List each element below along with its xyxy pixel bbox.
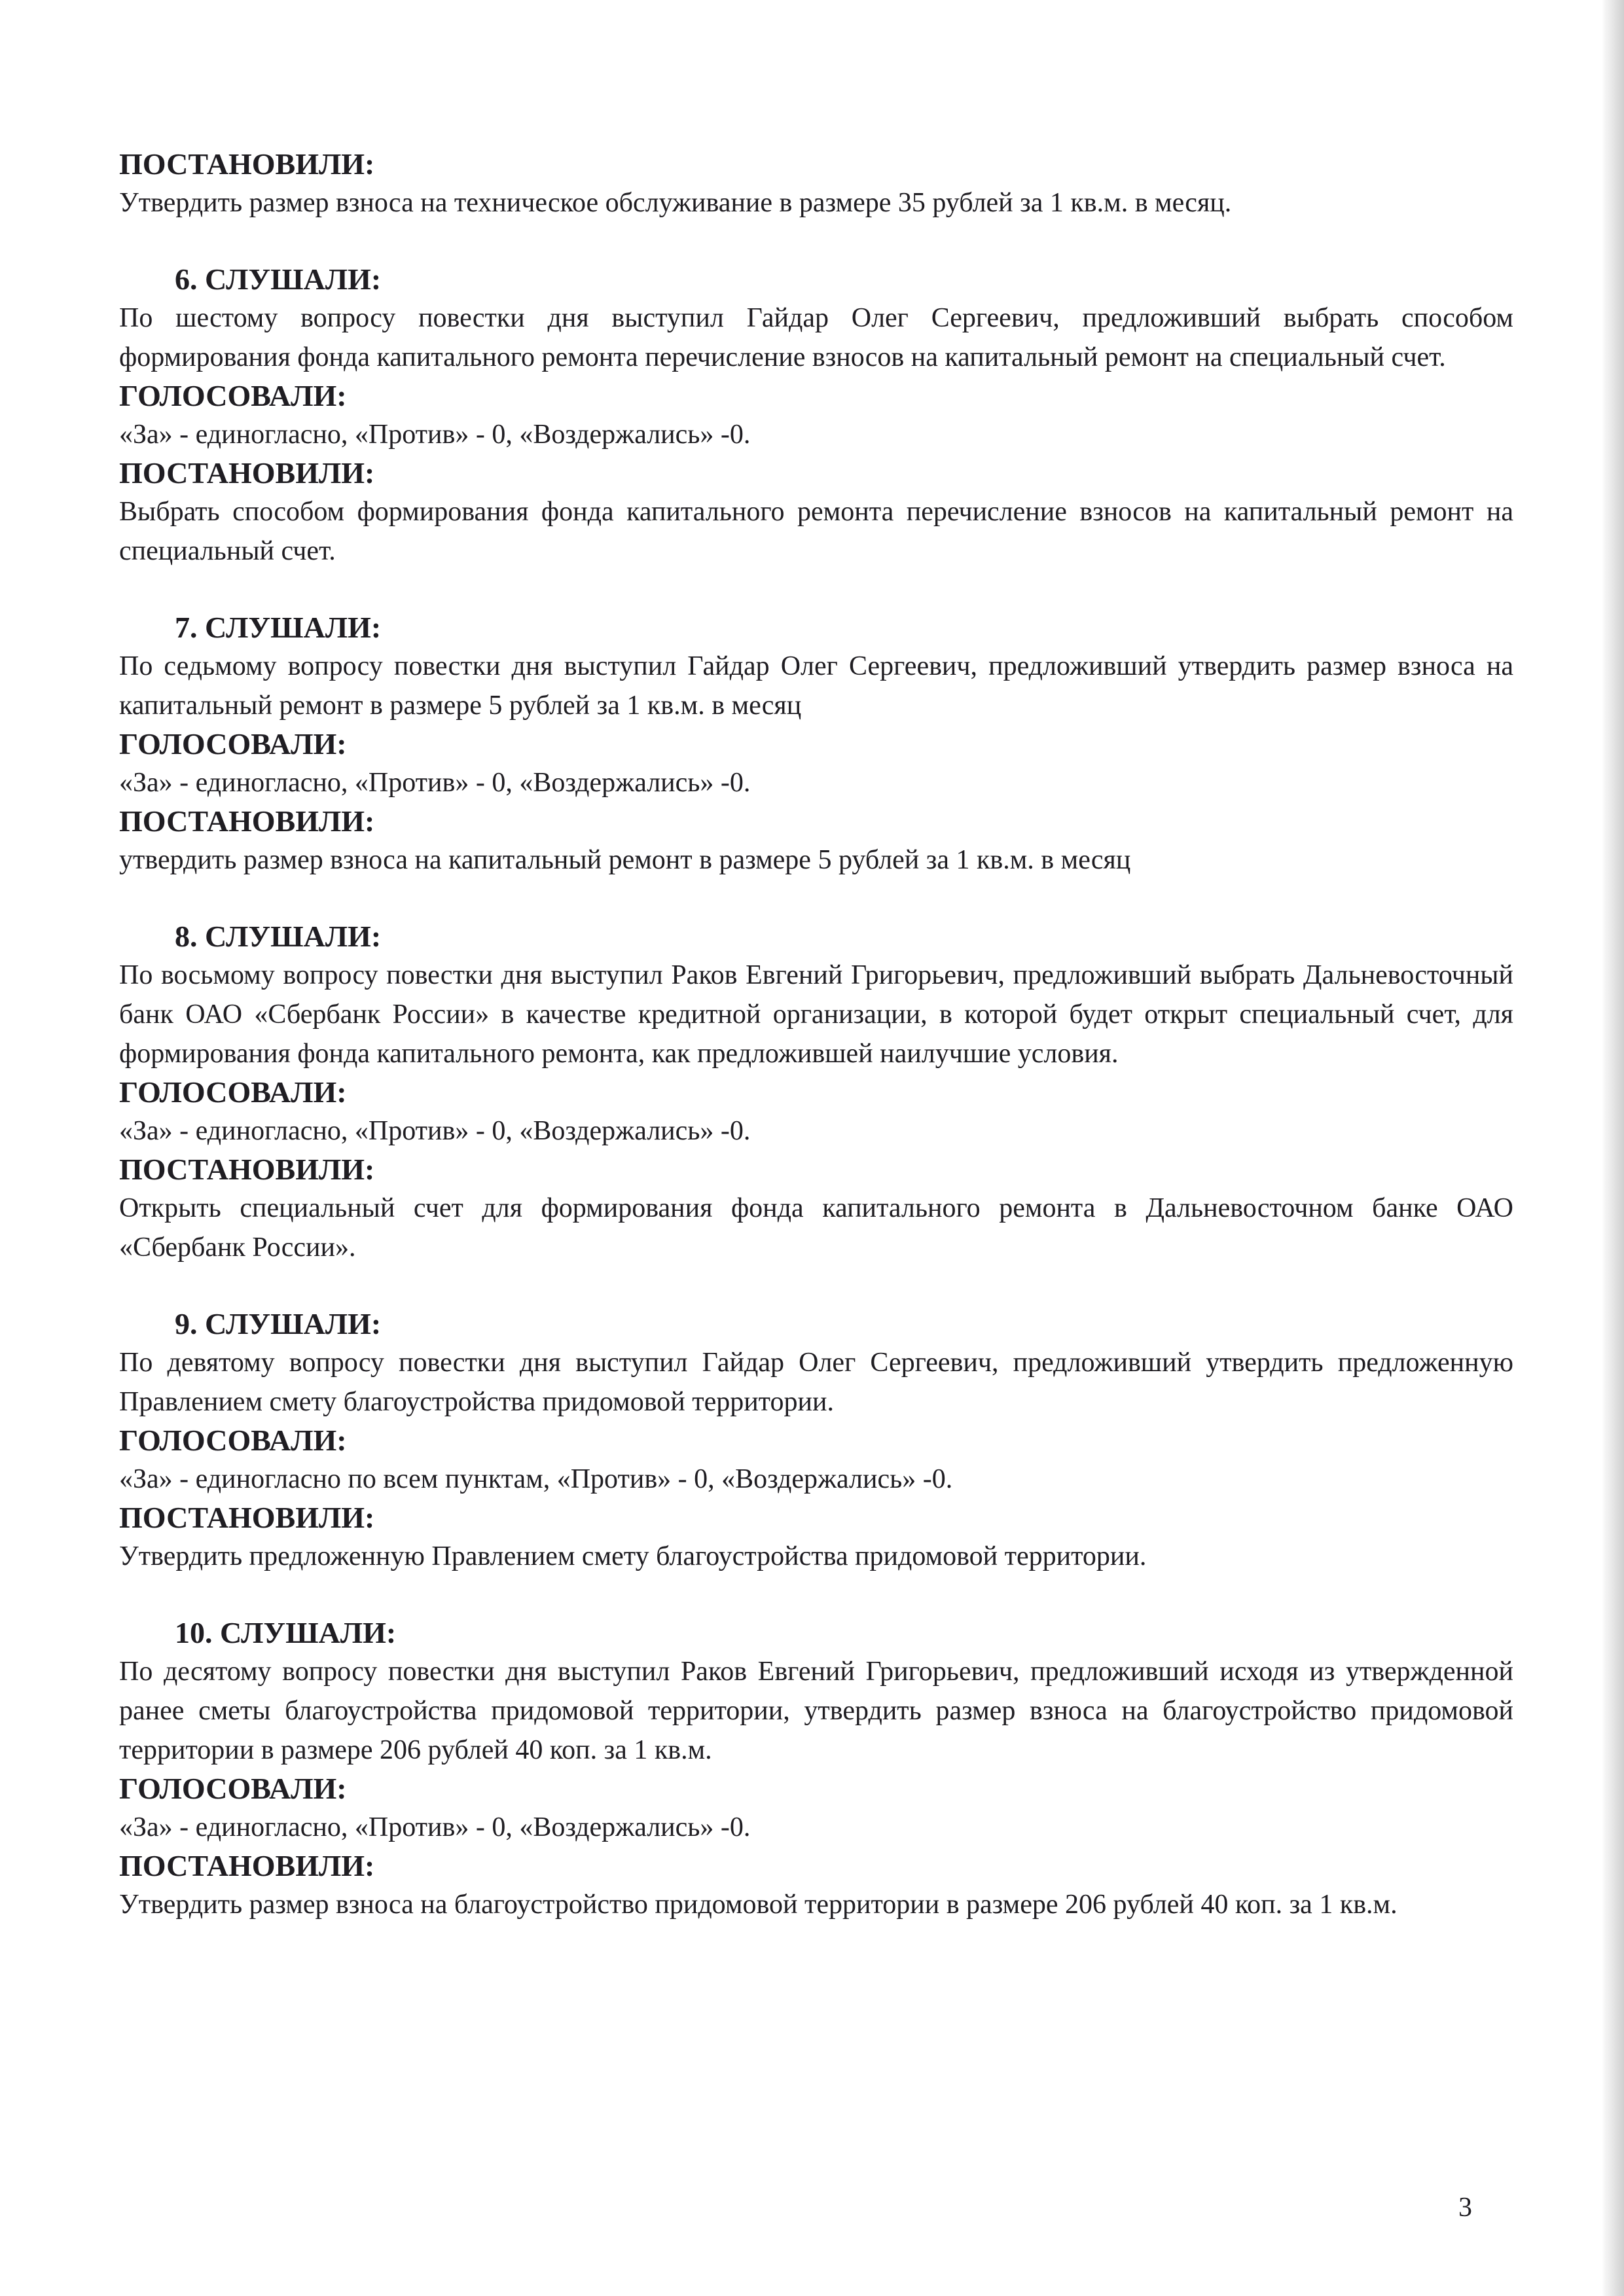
resolved-heading: ПОСТАНОВИЛИ: bbox=[119, 147, 375, 181]
page-number: 3 bbox=[1458, 2193, 1472, 2223]
resolved-text: Открыть специальный счет для формирования фонда капитального ремонта в Дальневосточном банке ОАО «Сбербанк России». bbox=[119, 1193, 1513, 1263]
resolved-text: Выбрать способом формирования фонда капитального ремонта перечисление взносов на капитальный ремонт на специальный счет. bbox=[119, 497, 1513, 566]
section-gap bbox=[119, 880, 1513, 918]
heard-heading: 6. СЛУШАЛИ: bbox=[175, 262, 382, 296]
heard-heading: 8. СЛУШАЛИ: bbox=[175, 920, 382, 953]
voted-text: «За» - единогласно, «Против» - 0, «Воздержались» -0. bbox=[119, 1812, 751, 1842]
voted-heading: ГОЛОСОВАЛИ: bbox=[119, 727, 347, 761]
agenda-item-6 bbox=[119, 260, 1513, 571]
resolved-heading: ПОСТАНОВИЛИ: bbox=[119, 1153, 375, 1186]
section-gap bbox=[119, 1267, 1513, 1305]
section-gap bbox=[119, 1576, 1513, 1614]
section-gap bbox=[119, 223, 1513, 260]
agenda-item-10 bbox=[119, 1614, 1513, 1924]
voted-text: «За» - единогласно, «Против» - 0, «Воздержались» -0. bbox=[119, 768, 751, 798]
document-body bbox=[119, 145, 1513, 1924]
voted-heading: ГОЛОСОВАЛИ: bbox=[119, 1075, 347, 1109]
page-edge bbox=[1607, 0, 1624, 2296]
voted-text: «За» - единогласно, «Против» - 0, «Воздержались» -0. bbox=[119, 420, 751, 450]
resolved-heading: ПОСТАНОВИЛИ: bbox=[119, 804, 375, 838]
heard-heading: 9. СЛУШАЛИ: bbox=[175, 1307, 382, 1340]
resolved-text: Утвердить предложенную Правлением смету благоустройства придомовой территории. bbox=[119, 1541, 1147, 1571]
resolved-text: Утвердить размер взноса на благоустройство придомовой территории в размере 206 рублей 40 коп. за 1 кв.м. bbox=[119, 1890, 1398, 1920]
resolved-text: утвердить размер взноса на капитальный ремонт в размере 5 рублей за 1 кв.м. в месяц bbox=[119, 845, 1131, 875]
page-edge-shadow bbox=[1602, 0, 1607, 2296]
agenda-item-7 bbox=[119, 609, 1513, 880]
resolved-text: Утвердить размер взноса на техническое обслуживание в размере 35 рублей за 1 кв.м. в месяц. bbox=[119, 188, 1232, 218]
voted-heading: ГОЛОСОВАЛИ: bbox=[119, 1772, 347, 1805]
voted-heading: ГОЛОСОВАЛИ: bbox=[119, 379, 347, 412]
resolved-heading: ПОСТАНОВИЛИ: bbox=[119, 1501, 375, 1534]
heard-heading: 10. СЛУШАЛИ: bbox=[175, 1616, 397, 1649]
voted-text: «За» - единогласно, «Против» - 0, «Воздержались» -0. bbox=[119, 1116, 751, 1146]
agenda-item-8 bbox=[119, 918, 1513, 1267]
heard-text: По седьмому вопросу повестки дня выступил Гайдар Олег Сергеевич, предложивший утвердить размер взноса на капитальный ремонт в размере 5 рублей за 1 кв.м. в месяц bbox=[119, 651, 1513, 721]
heard-text: По восьмому вопросу повестки дня выступил Раков Евгений Григорьевич, предложивший выбрать Дальневосточный банк ОАО «Сбербанк России» в качестве кредитной организации, в которой будет открыт специальный счет, для формирования фонда капитального ремонта, как предложившей наилучшие условия. bbox=[119, 960, 1513, 1069]
section-gap bbox=[119, 571, 1513, 609]
heard-heading: 7. СЛУШАЛИ: bbox=[175, 611, 382, 644]
resolved-heading: ПОСТАНОВИЛИ: bbox=[119, 456, 375, 490]
agenda-item-9 bbox=[119, 1305, 1513, 1576]
voted-heading: ГОЛОСОВАЛИ: bbox=[119, 1424, 347, 1457]
intro-resolution bbox=[119, 145, 1513, 223]
voted-text: «За» - единогласно по всем пунктам, «Против» - 0, «Воздержались» -0. bbox=[119, 1464, 953, 1494]
heard-text: По девятому вопросу повестки дня выступил Гайдар Олег Сергеевич, предложивший утвердить предложенную Правлением смету благоустройства придомовой территории. bbox=[119, 1348, 1513, 1417]
resolved-heading: ПОСТАНОВИЛИ: bbox=[119, 1849, 375, 1882]
heard-text: По шестому вопросу повестки дня выступил Гайдар Олег Сергеевич, предложивший выбрать способом формирования фонда капитального ремонта перечисление взносов на капитальный ремонт на специальный счет. bbox=[119, 303, 1513, 372]
heard-text: По десятому вопросу повестки дня выступил Раков Евгений Григорьевич, предложивший исходя из утвержденной ранее сметы благоустройства придомовой территории, утвердить размер взноса на благоустройство придомовой территории в размере 206 рублей 40 коп. за 1 кв.м. bbox=[119, 1657, 1513, 1765]
